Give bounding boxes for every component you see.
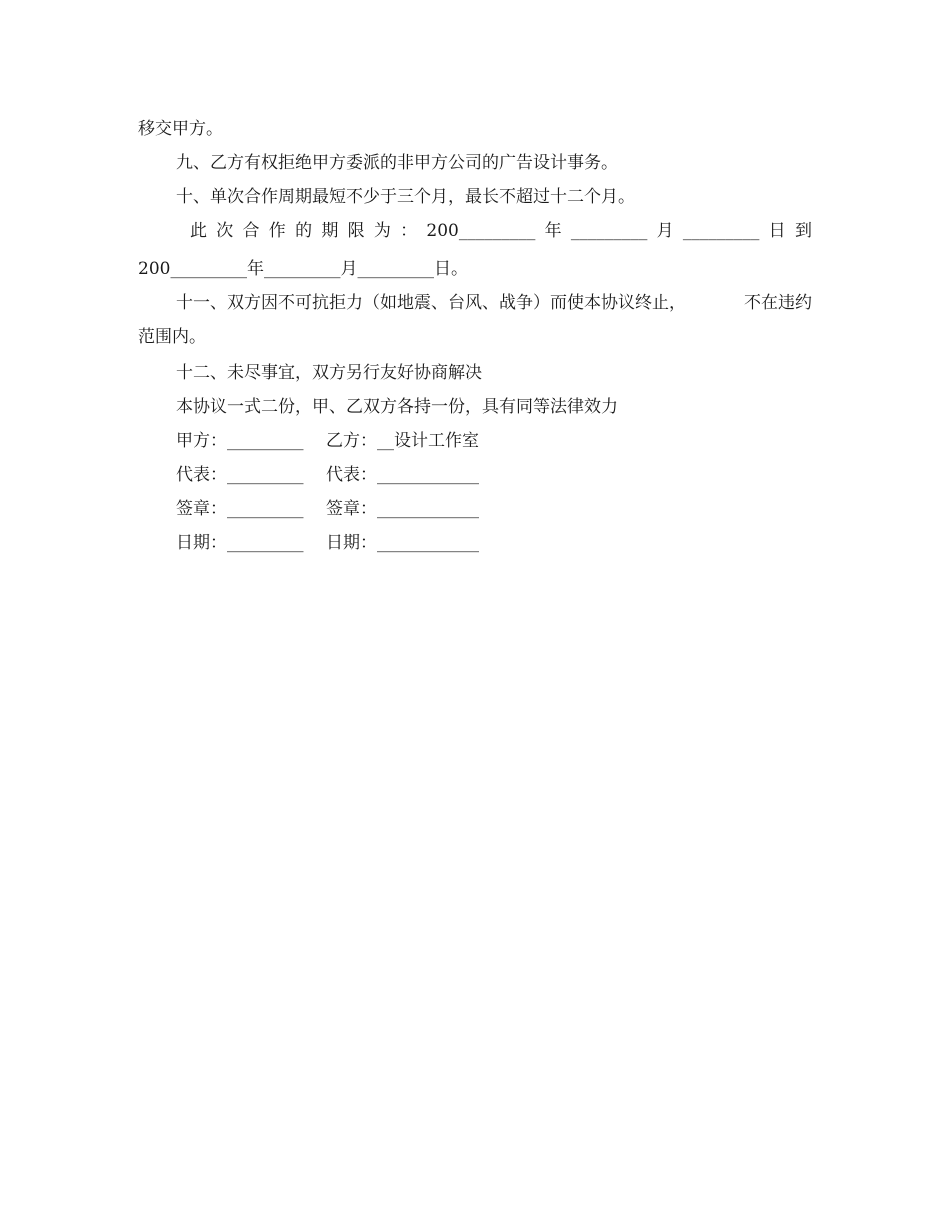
term-char: 合 xyxy=(242,221,260,241)
date-b-field: 日期：____________ xyxy=(326,533,479,553)
date-a-field: 日期：_________ xyxy=(176,533,304,553)
term-char: 次 xyxy=(216,221,234,241)
clause-10: 十、单次合作周期最短不少于三个月，最长不超过十二个月。 xyxy=(176,187,635,207)
term-line-1 xyxy=(190,220,812,242)
clause-11-text-b: 不在违约 xyxy=(744,293,812,313)
term-char: 作 xyxy=(268,221,286,241)
copies-clause: 本协议一式二份，甲、乙双方各持一份，具有同等法律效力 xyxy=(176,397,618,417)
term-month-blank: _________ xyxy=(570,221,648,241)
clause-11-line-1 xyxy=(176,292,812,314)
seal-a-field: 签章：_________ xyxy=(176,499,304,519)
term-day-blank: _________ xyxy=(682,221,760,241)
seal-b-field: 签章：____________ xyxy=(326,499,479,519)
term-char: 此 xyxy=(190,221,207,241)
clause-9: 九、乙方有权拒绝甲方委派的非甲方公司的广告设计事务。 xyxy=(176,153,618,173)
term-char: 日 xyxy=(768,221,786,241)
term-year-blank: 200_________ xyxy=(426,221,536,241)
party-a-field: 甲方：_________ xyxy=(176,431,304,451)
clause-11-line-2: 范围内。 xyxy=(138,327,206,347)
term-char: 期 xyxy=(321,221,339,241)
clause-12: 十二、未尽事宜，双方另行友好协商解决 xyxy=(176,363,482,383)
term-char: ： xyxy=(400,221,418,241)
clause-11-text-a: 十一、双方因不可抗拒力（如地震、台风、战争）而使本协议终止， xyxy=(176,293,686,313)
term-char: 到 xyxy=(794,221,812,241)
term-char: 年 xyxy=(544,221,562,241)
term-line-2: 200_________年_________月_________日。 xyxy=(138,259,468,279)
term-char: 的 xyxy=(295,221,313,241)
term-char: 为 xyxy=(373,221,391,241)
representative-a-field: 代表：_________ xyxy=(176,465,304,485)
paragraph-continuation: 移交甲方。 xyxy=(138,119,223,139)
representative-b-field: 代表：____________ xyxy=(326,465,479,485)
term-char: 限 xyxy=(347,221,365,241)
term-char: 月 xyxy=(656,221,674,241)
party-b-field: 乙方：__设计工作室 xyxy=(326,431,479,451)
